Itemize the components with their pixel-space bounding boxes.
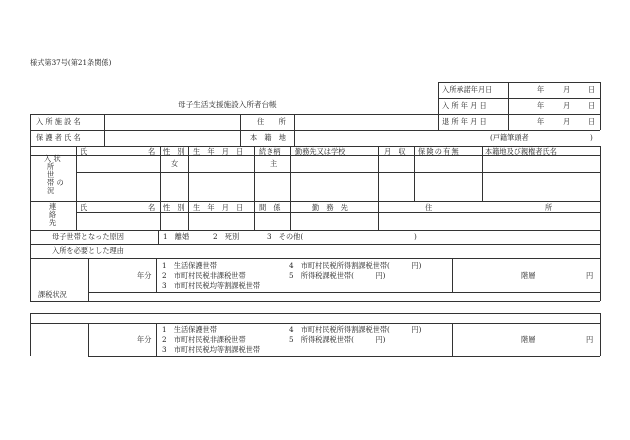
household-label: 入 状 xyxy=(44,154,61,163)
reason-bereavement: 2 死別 xyxy=(213,232,240,241)
day-unit: 日 xyxy=(588,85,596,94)
year-unit: 年 xyxy=(537,117,545,126)
col-sex: 性 別 xyxy=(163,147,185,156)
day-unit: 日 xyxy=(588,117,596,126)
contact-col-address-2: 所 xyxy=(545,203,553,212)
address-label: 住 所 xyxy=(257,117,286,126)
form-title: 母子生活支援施設入所者台帳 xyxy=(178,100,277,109)
reason-close-paren: ) xyxy=(414,232,417,241)
household-label: 所 xyxy=(47,162,55,171)
tax-line-4: 4 市町村民税所得割課税世帯( 円) xyxy=(289,261,422,270)
contact-label: 絡 xyxy=(49,210,57,219)
month-unit: 月 xyxy=(563,85,571,94)
household-label: 世 xyxy=(47,170,55,179)
tax-line-5: 5 所得税課税世帯( 円) xyxy=(289,335,386,344)
tax-year-label: 年分 xyxy=(137,335,152,344)
year-unit: 年 xyxy=(537,101,545,110)
contact-col-birth: 生 年 月 日 xyxy=(193,203,244,212)
domicile-label: 本 籍 地 xyxy=(250,133,286,142)
contact-label: 先 xyxy=(49,218,57,227)
necessity-label: 入所を必要とした理由 xyxy=(52,246,124,255)
tax-line-3: 3 市町村民税均等割課税世帯 xyxy=(162,345,261,354)
contact-col-name-1: 氏 xyxy=(80,203,88,212)
tax-yen: 円 xyxy=(586,335,594,344)
household-head-label: (戸籍筆頭者 xyxy=(490,133,529,142)
month-unit: 月 xyxy=(563,101,571,110)
household-label: 況 xyxy=(47,186,55,195)
col-income: 月 収 xyxy=(384,147,406,156)
contact-col-relation: 間 係 xyxy=(259,203,281,212)
tax-line-2: 2 市町村民税非課税世帯 xyxy=(162,335,246,344)
contact-col-address-1: 住 xyxy=(425,203,433,212)
relation-value: 主 xyxy=(270,159,278,168)
household-label: 帯 の xyxy=(47,178,64,187)
col-birth: 生 年 月 日 xyxy=(193,147,244,156)
reason-divorce: 1 離婚 xyxy=(163,232,190,241)
tax-line-1: 1 生活保護世帯 xyxy=(162,325,217,334)
tax-class-label: 階層 xyxy=(521,335,536,344)
col-name-1: 氏 xyxy=(80,147,88,156)
month-unit: 月 xyxy=(563,117,571,126)
col-name-2: 名 xyxy=(148,147,156,156)
tax-line-5: 5 所得税課税世帯( 円) xyxy=(289,271,386,280)
facility-name-label: 入所施設名 xyxy=(36,117,83,126)
tax-line-2: 2 市町村民税非課税世帯 xyxy=(162,271,246,280)
day-unit: 日 xyxy=(588,101,596,110)
contact-col-sex: 性 別 xyxy=(163,203,185,212)
year-unit: 年 xyxy=(537,85,545,94)
guardian-name-label: 保護者氏名 xyxy=(36,133,83,142)
col-relation: 続き柄 xyxy=(259,147,281,156)
tax-line-1: 1 生活保護世帯 xyxy=(162,261,217,270)
close-paren: ) xyxy=(590,133,593,142)
admission-approval-date-label: 入所承諾年月日 xyxy=(442,85,493,94)
form-number: 様式第37号(第21条関係) xyxy=(30,58,112,67)
contact-col-name-2: 名 xyxy=(148,203,156,212)
reason-other: 3 その他( xyxy=(267,232,304,241)
discharge-date-label: 退所年月日 xyxy=(442,117,489,126)
col-insurance: 保険の有無 xyxy=(418,147,460,156)
tax-status-label: 課税状況 xyxy=(38,290,67,299)
tax-class-label: 階層 xyxy=(521,271,536,280)
col-domicile-guardian: 本籍地及び親権者氏名 xyxy=(485,147,557,156)
tax-line-4: 4 市町村民税所得割課税世帯( 円) xyxy=(289,325,422,334)
reason-label: 母子世帯となった原因 xyxy=(52,232,124,241)
tax-yen: 円 xyxy=(586,271,594,280)
col-work-school: 勤務先又は学校 xyxy=(295,147,346,156)
sex-value: 女 xyxy=(171,159,179,168)
admission-date-label: 入所年月日 xyxy=(442,101,489,110)
contact-label: 連 xyxy=(49,202,57,211)
contact-col-workplace: 勤 務 先 xyxy=(312,203,348,212)
tax-year-label: 年分 xyxy=(137,271,152,280)
tax-line-3: 3 市町村民税均等割課税世帯 xyxy=(162,281,261,290)
